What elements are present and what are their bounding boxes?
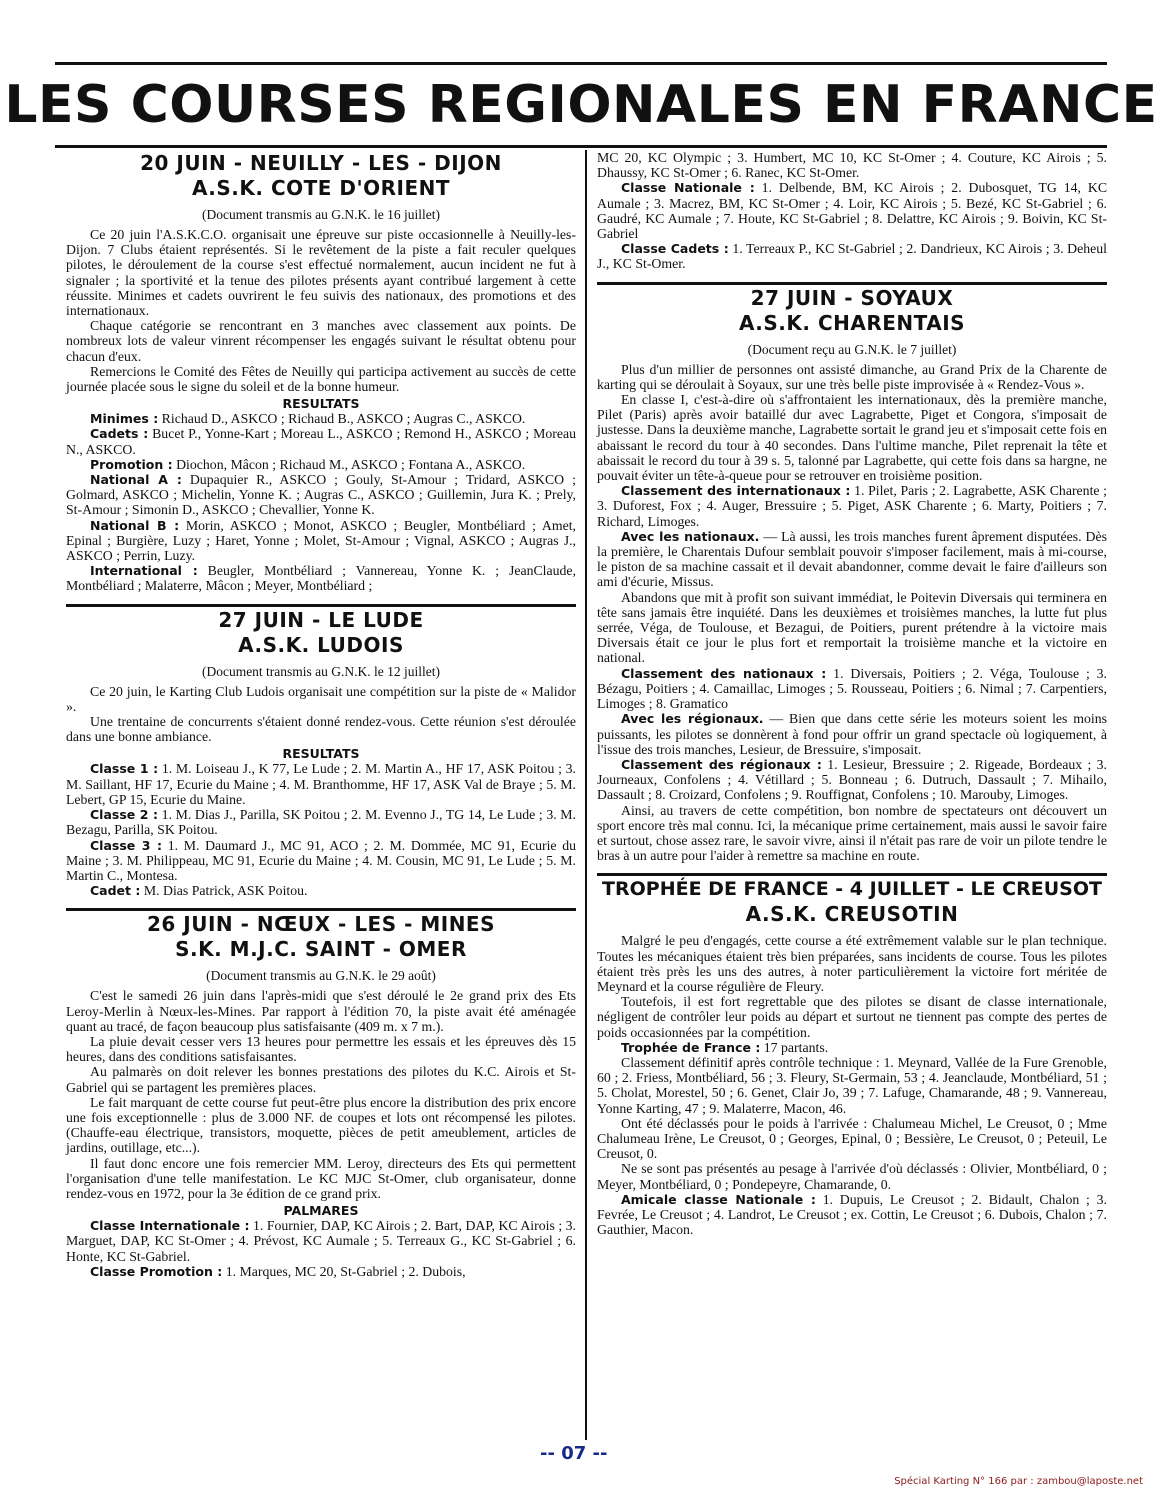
result-text: 1. Terreaux P., KC St-Gabriel ; 2. Dandrieux, KC Airois ; 3. Deheul J., KC St-Omer. [597,241,1107,272]
result-label: National B : [90,517,180,533]
article-heading [597,873,1107,927]
result-line [66,761,576,807]
document-note: (Document transmis au G.N.K. le 12 juillet) [201,663,441,679]
section-label: Avec les nationaux. [621,528,760,544]
result-label: Classe Cadets : [621,241,729,257]
result-text: Diochon, Mâcon ; Richaud M., ASKCO ; Fontana A., ASKCO. [176,456,526,472]
heading-line-1: 20 JUIN - NEUILLY - LES - DIJON [140,151,502,175]
section-text: — Là aussi, les trois manches furent âprement disputées. Dès la première, le Charentais Dufour semblait pouvoir s'imposer facilement, mais à mi-course, le piston de sa machine cassait et il devait abandonner, comme devait le faire d'ailleurs son ami d'écurie, Missus. [597,528,1107,590]
paragraph: Ce 20 juin, le Karting Club Ludois organisait une compétition sur la piste de « Malidor ». [66,683,576,714]
result-line [66,457,576,472]
paragraph: Une trentaine de concurrents s'étaient donné rendez-vous. Cette réunion s'est déroulée dans une bonne ambiance. [66,714,576,745]
result-line [597,757,1107,803]
result-text: Beugler, Montbéliard ; Vannereau, Yonne K. ; JeanClaude, Montbéliard ; Malaterre, Mâcon ; Meyer, Montbéliard ; [66,563,576,594]
results-title: RESULTATS [282,746,360,762]
paragraph: Le fait marquant de cette course fut peut-être plus encore la distribution des prix encore une fois exceptionnelle : plus de 3.000 NF. de coupes et lots ont récompensé les pilotes. (Chauffe-eau électrique, transistors, moquette, pièces de petit ameublement, articles de jardins, outillage, etc...). [66,1094,576,1156]
paragraph: Ce 20 juin l'A.S.K.C.O. organisait une épreuve sur piste occasionnelle à Neuilly-les-Dijon. 7 Clubs étaient représentés. Si le revêtement de la piste a fait reculer quelques pilotes, le déroulement de la course s'est effectué normalement, aucun incident ne fut à signaler ; la sportivité et la tenue des pilotes présents ayant contribué largement à cette réussite. Minimes et cadets ouvrirent le feu suivis des nationaux, des promotions et des internationaux. [66,227,576,319]
result-text: Dupaquier R., ASKCO ; Gouly, St-Amour ; Tridard, ASKCO ; Golmard, ASKCO ; Michelin, Yonne K. ; Augras C., ASKCO ; Guillemin, Jura K. ; Prely, St-Amour ; Simonin D., ASKCO ; Chevallier, Yonne K. [66,472,576,518]
paragraph: Toutefois, il est fort regrettable que des pilotes se disant de classe internationale, négligent de contrôler leur poids au départ et surtout ne tiennent pas compte des pertes de poids occasionnées par la compétition. [597,994,1107,1040]
heading-line-2: A.S.K. CHARENTAIS [738,310,966,335]
heading-line-1: TROPHÉE DE FRANCE - 4 JUILLET - LE CREUSOT [602,878,1102,901]
result-text: 1. Pilet, Paris ; 2. Lagrabette, ASK Charente ; 3. Duforest, Fox ; 4. Auger, Bressuire ; 5. Piget, ASK Charente ; 6. Marty, Poitiers ; 7. Richard, Limoges. [597,483,1108,529]
paragraph: Au palmarès on doit relever les bonnes prestations des pilotes du K.C. Airois et St-Gabriel qui se partagent les premières places. [66,1064,576,1095]
continuation-text: MC 20, KC Olympic ; 3. Humbert, MC 10, KC St-Omer ; 4. Couture, KC Airois ; 5. Dhaussy, KC St-Omer ; 6. Ranec, KC St-Omer. [597,150,1107,181]
document-note: (Document reçu au G.N.K. le 7 juillet) [747,341,957,357]
result-label: Classe 2 : [90,807,158,823]
result-line [66,411,576,426]
result-line [66,883,576,898]
right-column [597,150,1107,1247]
paragraph: Chaque catégorie se rencontrant en 3 manches avec classement aux points. De nombreux lots de valeur vinrent récompenser les engagés suivant le résultat obtenu pour chacun d'eux. [66,318,576,364]
result-label: Classe Internationale : [90,1218,250,1234]
result-label: International : [90,563,198,579]
result-text: 1. M. Dias J., Parilla, SK Poitou ; 2. M. Evenno J., TG 14, Le Lude ; 3. M. Bezagu, Parilla, SK Poitou. [66,807,577,838]
result-line [597,483,1107,529]
result-label: Classe 3 : [90,837,163,853]
result-text: 1. Dupuis, Le Creusot ; 2. Bidault, Chalon ; 3. Fevrée, Le Creusot ; 4. Landrot, Le Creusot ; ex. Cottin, Le Creusot ; 6. Dubois, Chalon ; 7. Gauthier, Macon. [597,1191,1107,1238]
result-line [66,472,576,518]
page-number: -- 07 -- [540,1443,608,1464]
footer-credit: Spécial Karting N° 166 par : zambou@laposte.net [894,1476,1143,1487]
result-text: 1. Delbende, BM, KC Airois ; 2. Dubosquet, TG 14, KC Aumale ; 3. Macrez, BM, KC St-Omer ; 4. Loir, KC Airois ; 5. Bezé, KC St-Gabriel ; 6. Gaudré, KC Aumale ; 7. Houte, KC St-Gabriel ; 8. Delattre, KC Airois ; 9. Boivin, KC St-Gabriel [597,180,1108,242]
article-noeux [66,908,576,1279]
results-title: RESULTATS [282,396,360,412]
result-label: National A : [90,472,182,488]
page-title: LES COURSES REGIONALES EN FRANCE [55,62,1107,148]
result-text: 1. Diversais, Poitiers ; 2. Véga, Toulouse ; 3. Bézagu, Poitiers ; 4. Camaillac, Limoges ; 5. Rousseau, Poitiers ; 6. Nimal ; 7. Carpentiers, Limoges ; 8. Gramatico [597,665,1108,712]
result-label: Minimes : [90,411,159,427]
paragraph: La pluie devait cesser vers 13 heures pour permettre les essais et les épreuves dès 15 heures, dans des conditions satisfaisantes. [66,1033,576,1065]
paragraph: Plus d'un millier de personnes ont assisté dimanche, au Grand Prix de la Charente de karting qui se déroulait à Soyaux, sur une très belle piste improvisée à « Rendez-Vous ». [597,361,1107,392]
results-title: PALMARES [283,1203,359,1219]
result-label: Classement des internationaux : [621,483,851,499]
paragraph: Malgré le peu d'engagés, cette course a été extrêmement valable sur le plan technique. Toutes les mécaniques étaient très bien préparées, sans incidents de course. Tous les pilotes étaient très près les uns des autres, à noter particulièrement la victoire fort méritée de Meynard et la course régulière de Fleury. [597,933,1107,994]
article-heading [66,604,576,658]
result-line [66,807,576,837]
result-line [66,563,576,593]
result-line [597,180,1107,241]
article-neuilly [66,150,576,594]
result-line [66,1218,576,1264]
result-line [66,518,576,564]
heading-line-2: A.S.K. CREUSOTIN [745,902,959,927]
article-lude [66,604,576,899]
result-text: 1. Marques, MC 20, St-Gabriel ; 2. Dubois, [225,1263,466,1279]
paragraph: Il faut donc encore une fois remercier MM. Leroy, directeurs des Ets qui permettent l'organisation d'une telle manifestation. Le KC MJC St-Omer, club organisateur, donne rendez-vous en 1972, pour la 3e édition de ce grand prix. [66,1155,576,1201]
result-line [66,1264,576,1279]
heading-line-2: S.K. M.J.C. SAINT - OMER [175,937,467,962]
result-label: Promotion : [90,456,173,472]
result-line [597,666,1107,712]
result-label: Cadets : [90,426,149,442]
result-label: Amicale classe Nationale : [621,1191,816,1207]
section-text: — Bien que dans cette série les moteurs soient les moins puissants, les pilotes se donnèrent à fond pour offrir un grand spectacle où logiquement, à l'issue des trois manches, Lesieur, de Bressuire, s'imposait. [597,711,1107,757]
result-line [66,426,576,456]
heading-line-1: 26 JUIN - NŒUX - LES - MINES [146,912,496,937]
article-noeux-continued [597,150,1107,272]
paragraph: Remercions le Comité des Fêtes de Neuilly qui participa activement au succès de cette journée placée sous le signe du soleil et de la bonne humeur. [66,363,576,395]
result-label: Classe Nationale : [621,180,755,196]
article-heading [597,282,1107,336]
result-line [66,838,576,884]
document-note: (Document transmis au G.N.K. le 16 juillet) [201,207,441,222]
section-label: Avec les régionaux. [621,711,764,727]
result-text: 1. Fournier, DAP, KC Airois ; 2. Bart, DAP, KC Airois ; 3. Marguet, DAP, KC St-Omer ; 4. Prévost, KC Aumale ; 5. Terreaux G., KC St-Gabriel ; 6. Honte, KC St-Gabriel. [66,1218,576,1264]
paragraph: Abandons que mit à profit son suivant immédiat, le Poitevin Diversais qui terminera en tête sans jamais être inquiété. Dans les deuxièmes et troisièmes manches, la lutte fut plus serrée, Véga, de Toulouse, et Bezagui, de Poitiers, purent prétendre à la victoire mais Diversais était ce jour le plus fort et remportait la troisième manche et la victoire en national. [597,589,1107,666]
result-label: Classe Promotion : [90,1263,223,1279]
paragraph [597,529,1107,590]
article-heading [66,150,576,201]
heading-line-2: A.S.K. COTE D'ORIENT [191,176,451,200]
result-line [597,1040,1107,1055]
result-text: Morin, ASKCO ; Monot, ASKCO ; Beugler, Montbéliard ; Amet, Epinal ; Burgière, Luzy ; Haret, Yonne ; Molet, St-Amour ; Vignal, ASKCO ; Augras J., ASKCO ; Perrin, Luzy. [66,517,577,564]
article-soyaux [597,282,1107,864]
result-line [597,241,1107,271]
result-label: Classe 1 : [90,761,159,777]
paragraph: Classement définitif après contrôle technique : 1. Meynard, Vallée de la Fure Grenoble, 60 ; 2. Friess, Montbéliard, 56 ; 3. Fleury, St-Germain, 53 ; 4. Jeanclaude, Montbéliard, 51 ; 5. Cholat, Morestel, 50 ; 6. Genet, Clair Jo, 39 ; 7. Lafuge, Chamarande, 48 ; 9. Vannereau, Yonne Karting, 47 ; 9. Malaterre, Macon, 46. [597,1054,1107,1116]
result-text: 17 partants. [763,1039,829,1055]
heading-line-1: 27 JUIN - LE LUDE [218,607,424,632]
article-creusot [597,873,1107,1237]
column-divider [585,150,587,1440]
result-text: 1. Lesieur, Bressuire ; 2. Rigeade, Bordeaux ; 3. Journeaux, Confolens ; 4. Vétillard ; 5. Bonneau ; 6. Dutruch, Dassault ; 7. Mihailo, Dassault ; 8. Croizard, Confolens ; 9. Rouffignat, Confolens ; 10. Marouby, Limoges. [597,756,1107,803]
heading-line-2: A.S.K. LUDOIS [238,632,404,657]
result-label: Trophée de France : [621,1039,761,1055]
paragraph: Ne se sont pas présentés au pesage à l'arrivée d'où déclassés : Olivier, Montbéliard, 0 ; Meyer, Montbéliard, 0 ; Pondepeyre, Chamarande, 0. [597,1161,1107,1192]
result-label: Cadet : [90,883,141,899]
result-text: Richaud D., ASKCO ; Richaud B., ASKCO ; Augras C., ASKCO. [161,411,526,427]
result-label: Classement des régionaux : [621,756,822,772]
result-text: M. Dias Patrick, ASK Poitou. [143,883,308,899]
document-note: (Document transmis au G.N.K. le 29 août) [206,968,436,984]
paragraph: En classe I, c'est-à-dire où s'affrontaient les internationaux, dès la première manche, Pilet (Paris) après avoir bataillé dur avec Lagrabette, Piget et Congora, s'imposait de justesse. Dans la deuxième manche, Lagrabette sortait le grand jeu et s'imposait cette fois en abaissant le record du tour à 40 secondes. Dans l'ultime manche, Pilet reprenait la tête et abaissait le record du tour à 39 s. 5, talonné par Lagrabette, qui cette fois dans sa hargne, ne pouvait éviter un tête-à-queue pour se retrouver en troisième position. [597,392,1107,484]
paragraph: C'est le samedi 26 juin dans l'après-midi que s'est déroulé le 2e grand prix des Ets Leroy-Merlin à Nœux-les-Mines. Par rapport à l'édition 70, la piste avait été aménagée quant au tracé, de façon beaucoup plus satisfaisante (409 m. x 7 m.). [66,988,576,1034]
heading-line-1: 27 JUIN - SOYAUX [750,285,954,310]
result-line [597,1192,1107,1238]
result-text: Bucet P., Yonne-Kart ; Moreau L., ASKCO ; Remond H., ASKCO ; Moreau N., ASKCO. [66,426,576,457]
result-text: 1. M. Daumard J., MC 91, ACO ; 2. M. Dommée, MC 91, Ecurie du Maine ; 3. M. Philippeau, MC 91, Ecurie du Maine ; 4. M. Cousin, MC 91, Le Lude ; 5. M. Martin C., Montesa. [66,837,576,883]
paragraph: Ainsi, au travers de cette compétition, bon nombre de spectateurs ont découvert un sport encore très mal connu. Ici, la mécanique prime certainement, mais aussi le savoir faire et surtout, chose assez rare, le savoir vivre, ainsi il n'était pas rare de voir un pilote tendre le bras à un autre pour l'aider à remettre sa machine en route. [597,802,1107,864]
paragraph: Ont été déclassés pour le poids à l'arrivée : Chalumeau Michel, Le Creusot, 0 ; Mme Chalumeau Irène, Le Creusot, 0 ; Georges, Epinal, 0 ; Bessière, Le Creusot, 0 ; Peteuil, Le Creusot, 0. [597,1115,1107,1162]
result-label: Classement des nationaux : [621,665,827,681]
result-text: 1. M. Loiseau J., K 77, Le Lude ; 2. M. Martin A., HF 17, ASK Poitou ; 3. M. Saillant, HF 17, Ecurie du Maine ; 4. M. Branthomme, HF 17, ASK Val de Braye ; 5. M. Lebert, GP 15, Ecurie du Maine. [66,761,576,807]
article-heading [66,908,576,962]
paragraph [597,711,1107,757]
left-column [66,150,576,1289]
